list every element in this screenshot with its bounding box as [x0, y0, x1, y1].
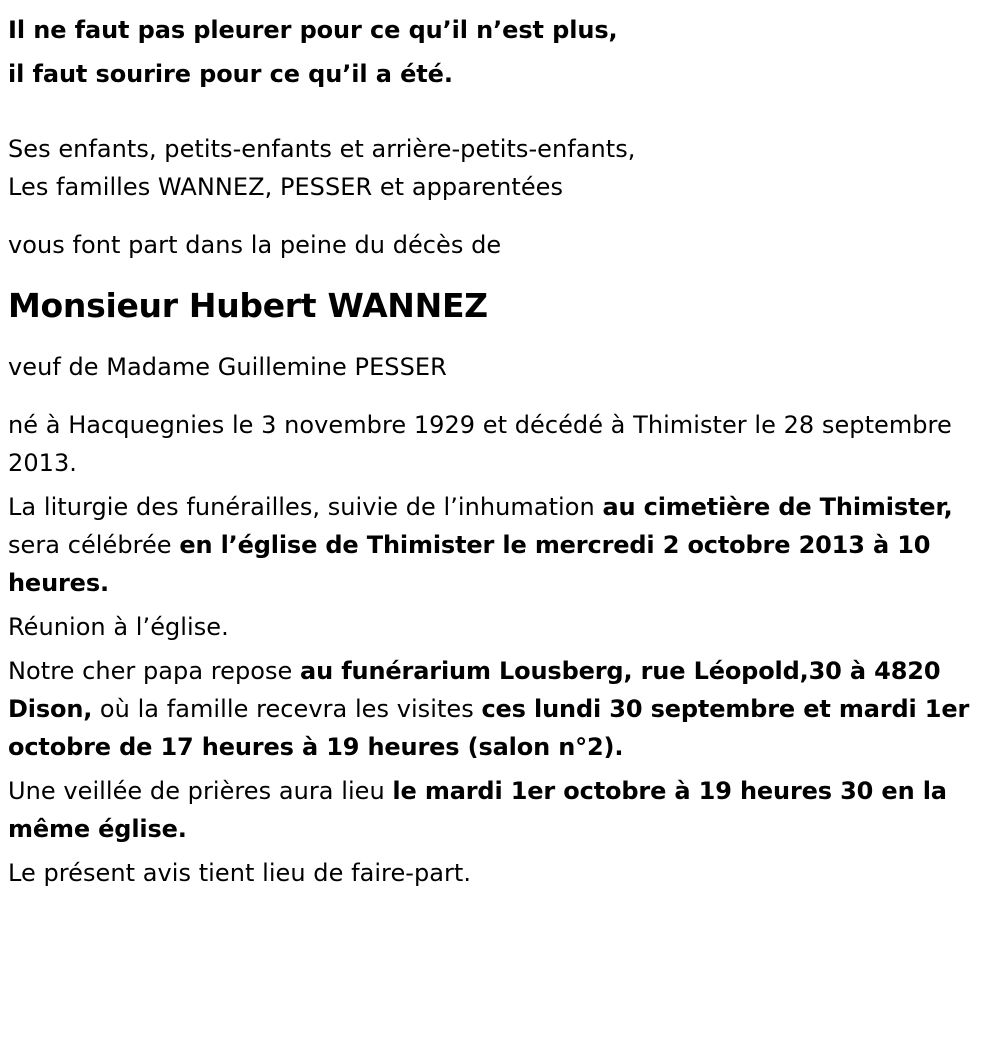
funeral-home-bold-address: au funérarium Lousberg, rue Léopold,30 à 4820 Dison,: [8, 657, 941, 723]
liturgy-paragraph: [8, 488, 992, 602]
funeral-home-paragraph: [8, 652, 992, 766]
reunion-paragraph: Réunion à l’église.: [8, 613, 229, 641]
spacer: [8, 328, 992, 348]
announcement-intro: vous font part dans la peine du décès de: [8, 231, 502, 259]
epigraph: [8, 8, 992, 96]
vigil-paragraph: [8, 772, 992, 848]
birth-death-line: né à Hacquegnies le 3 novembre 1929 et décédé à Thimister le 28 septembre 2013.: [8, 411, 952, 477]
liturgy-text-2: sera célébrée: [8, 531, 180, 559]
liturgy-bold-cemetery: au cimetière de Thimister,: [602, 493, 953, 521]
funeral-home-text-2: où la famille recevra les visites: [92, 695, 482, 723]
epigraph-line-2: il faut sourire pour ce qu’il a été.: [8, 60, 453, 88]
closing-paragraph: Le présent avis tient lieu de faire-part.: [8, 859, 472, 887]
arrangements-block: [8, 488, 992, 892]
family-line-2: Les familles WANNEZ, PESSER et apparentées: [8, 173, 564, 201]
family-line-1: Ses enfants, petits-enfants et arrière-petits-enfants,: [8, 135, 636, 163]
spacer: [8, 104, 992, 130]
funeral-home-text-1: Notre cher papa repose: [8, 657, 301, 685]
vigil-bold-datetime: le mardi 1er octobre à 19 heures 30 en la même église.: [8, 777, 947, 843]
liturgy-text-1: La liturgie des funérailles, suivie de l’inhumation: [8, 493, 603, 521]
vigil-text-1: Une veillée de prières aura lieu: [8, 777, 393, 805]
spouse-line: veuf de Madame Guillemine PESSER: [8, 353, 447, 381]
spacer: [8, 206, 992, 226]
funeral-home-bold-visiting-hours: ces lundi 30 septembre et mardi 1er octobre de 17 heures à 19 heures (salon n°2).: [8, 695, 970, 761]
deceased-name: Monsieur Hubert WANNEZ: [8, 286, 488, 325]
family-list: [8, 130, 992, 206]
spacer: [8, 386, 992, 406]
epigraph-line-1: Il ne faut pas pleurer pour ce qu’il n’est plus,: [8, 16, 618, 44]
spacer: [8, 264, 992, 284]
liturgy-bold-church-datetime: en l’église de Thimister le mercredi 2 octobre 2013 à 10 heures.: [8, 531, 931, 597]
